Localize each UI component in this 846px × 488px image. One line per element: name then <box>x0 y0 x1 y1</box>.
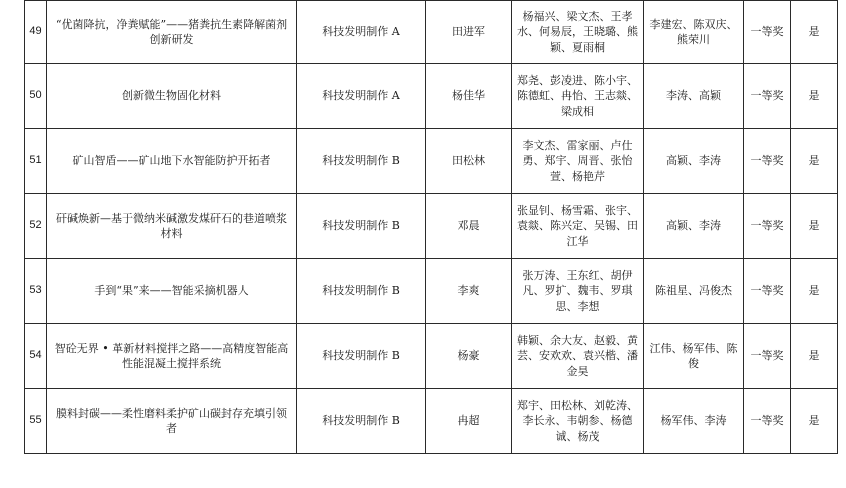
project-category: 科技发明制作 A <box>297 1 426 64</box>
team-leader: 李爽 <box>426 259 512 324</box>
project-category: 科技发明制作 A <box>297 64 426 129</box>
team-leader: 杨豪 <box>426 324 512 389</box>
project-name: 创新微生物固化材料 <box>47 64 297 129</box>
project-category: 科技发明制作 B <box>297 324 426 389</box>
team-members: 李文杰、雷家丽、卢仕勇、郑宇、周晋、张怡萱、杨艳芹 <box>512 129 644 194</box>
qualified-flag: 是 <box>791 389 838 454</box>
award-level: 一等奖 <box>744 389 791 454</box>
row-number: 54 <box>25 324 47 389</box>
advisors: 高颖、李涛 <box>644 129 744 194</box>
project-name: “优菌降抗，净粪赋能”——猪粪抗生素降解菌剂创新研发 <box>47 1 297 64</box>
row-number: 50 <box>25 64 47 129</box>
table-row <box>25 324 838 389</box>
project-name: 手到“果”来——智能采摘机器人 <box>47 259 297 324</box>
awards-table <box>24 0 838 454</box>
table-row <box>25 194 838 259</box>
team-leader: 冉超 <box>426 389 512 454</box>
award-level: 一等奖 <box>744 259 791 324</box>
team-members: 杨福兴、梁文杰、王孝水、何易辰，王晓璐、熊颖、夏雨桐 <box>512 1 644 64</box>
advisors: 李涛、高颖 <box>644 64 744 129</box>
team-members: 韩颖、余大友、赵毅、黄芸、安欢欢、袁兴楷、潘金昊 <box>512 324 644 389</box>
qualified-flag: 是 <box>791 64 838 129</box>
project-category: 科技发明制作 B <box>297 389 426 454</box>
project-category: 科技发明制作 B <box>297 194 426 259</box>
row-number: 52 <box>25 194 47 259</box>
team-leader: 邓晨 <box>426 194 512 259</box>
project-category: 科技发明制作 B <box>297 129 426 194</box>
advisors: 李建宏、陈双庆、熊荣川 <box>644 1 744 64</box>
table-row <box>25 64 838 129</box>
award-level: 一等奖 <box>744 64 791 129</box>
project-name: 矸碱焕新—基于微纳米碱激发煤矸石的巷道喷浆材料 <box>47 194 297 259</box>
qualified-flag: 是 <box>791 324 838 389</box>
qualified-flag: 是 <box>791 194 838 259</box>
row-number: 51 <box>25 129 47 194</box>
table-row <box>25 259 838 324</box>
project-name: 矿山智盾——矿山地下水智能防护开拓者 <box>47 129 297 194</box>
table-row <box>25 129 838 194</box>
qualified-flag: 是 <box>791 1 838 64</box>
qualified-flag: 是 <box>791 129 838 194</box>
team-members: 郑宇、田松林、刘乾涛、李长永、韦朝参、杨德诚、杨茂 <box>512 389 644 454</box>
qualified-flag: 是 <box>791 259 838 324</box>
award-level: 一等奖 <box>744 129 791 194</box>
row-number: 49 <box>25 1 47 64</box>
project-name: 膜料封碳——柔性磨料柔护矿山碳封存充填引领者 <box>47 389 297 454</box>
advisors: 杨军伟、李涛 <box>644 389 744 454</box>
team-members: 张显钊、杨雪霜、张宇、袁燚、陈兴定、吴锡、田江华 <box>512 194 644 259</box>
advisors: 江伟、杨军伟、陈俊 <box>644 324 744 389</box>
row-number: 55 <box>25 389 47 454</box>
team-leader: 田进军 <box>426 1 512 64</box>
row-number: 53 <box>25 259 47 324</box>
award-level: 一等奖 <box>744 324 791 389</box>
award-level: 一等奖 <box>744 1 791 64</box>
award-level: 一等奖 <box>744 194 791 259</box>
team-leader: 田松林 <box>426 129 512 194</box>
table-row <box>25 389 838 454</box>
team-members: 张万涛、王东红、胡伊凡、罗扩、魏韦、罗琪思、李想 <box>512 259 644 324</box>
team-leader: 杨佳华 <box>426 64 512 129</box>
project-category: 科技发明制作 B <box>297 259 426 324</box>
advisors: 高颖、李涛 <box>644 194 744 259</box>
table-row <box>25 1 838 64</box>
project-name: 智砼无界 • 革新材料搅拌之路——高精度智能高性能混凝土搅拌系统 <box>47 324 297 389</box>
advisors: 陈祖星、冯俊杰 <box>644 259 744 324</box>
team-members: 郑尧、彭凌进、陈小宇、陈德虹、冉怡、王志燚、梁成相 <box>512 64 644 129</box>
